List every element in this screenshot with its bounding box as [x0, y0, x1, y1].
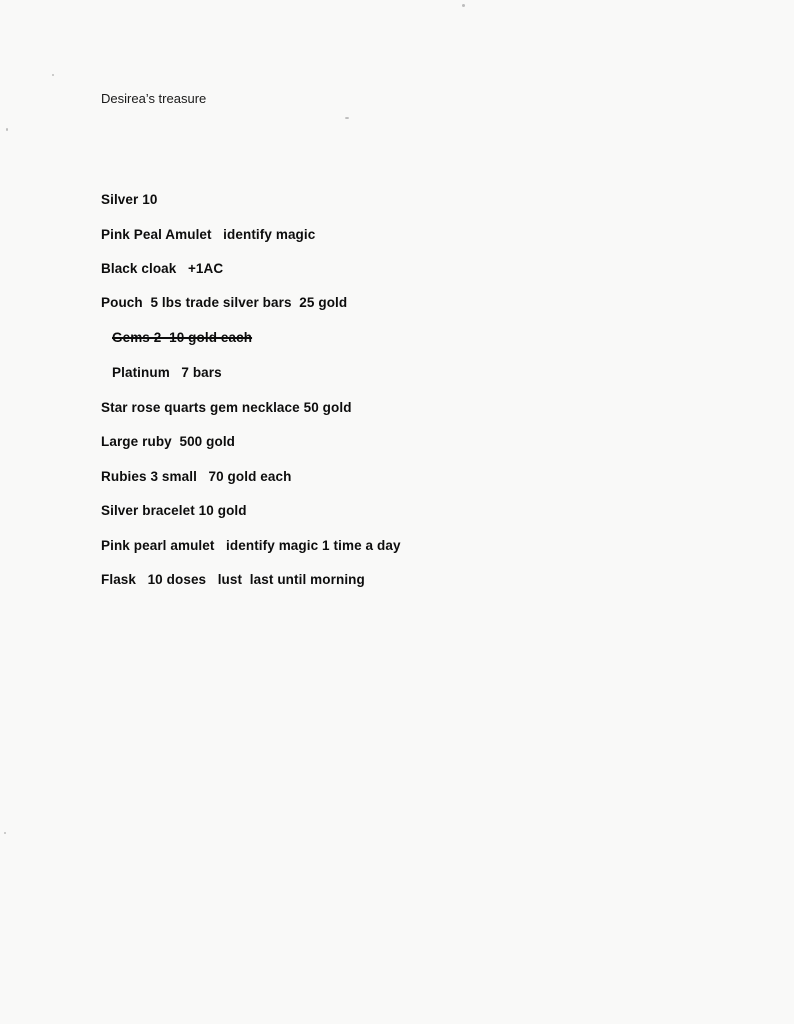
- list-item: Rubies 3 small 70 gold each: [101, 469, 292, 484]
- list-item: Black cloak +1AC: [101, 261, 224, 276]
- list-item: Star rose quarts gem necklace 50 gold: [101, 400, 352, 415]
- list-item: Pink Peal Amulet identify magic: [101, 227, 316, 242]
- list-item: Flask 10 doses lust last until morning: [101, 572, 365, 587]
- document-title: Desirea’s treasure: [101, 91, 207, 106]
- list-item: Silver 10: [101, 192, 158, 207]
- list-item: Silver bracelet 10 gold: [101, 503, 247, 518]
- list-item: Pouch 5 lbs trade silver bars 25 gold: [101, 295, 348, 310]
- list-item: Pink pearl amulet identify magic 1 time a day: [101, 538, 401, 553]
- list-item-struck: Gems 2 10 gold each: [112, 330, 253, 345]
- list-item: Large ruby 500 gold: [101, 434, 236, 449]
- list-item: Platinum 7 bars: [112, 365, 222, 380]
